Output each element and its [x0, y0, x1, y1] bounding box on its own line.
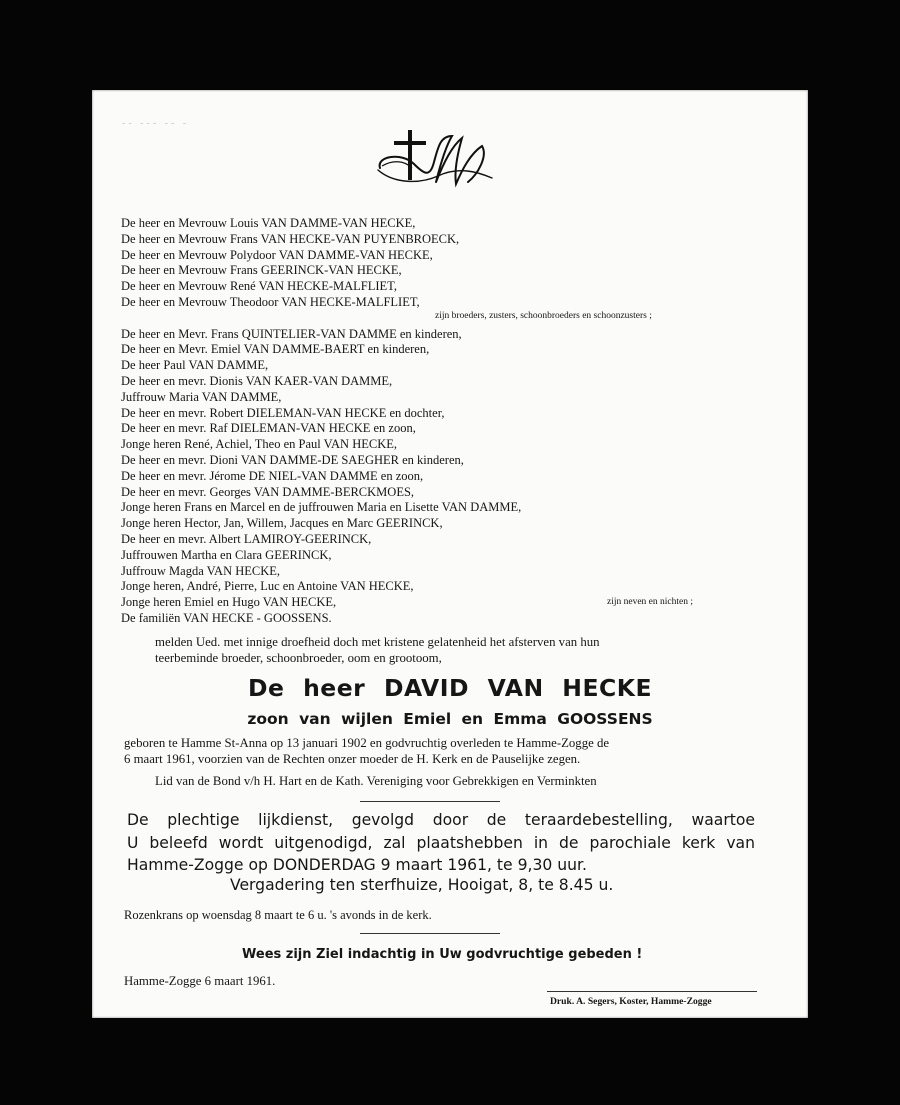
family-line: De heer en Mevrouw Theodoor VAN HECKE-MALFLIET, — [121, 294, 420, 309]
funeral-service — [127, 809, 755, 877]
rosary-line: Rozenkrans op woensdag 8 maart te 6 u. 's avonds in de kerk. — [124, 908, 432, 922]
cross-and-m-monogram-icon — [374, 126, 494, 192]
family-line: Jonge heren, André, Pierre, Luc en Antoine VAN HECKE, — [121, 579, 414, 594]
birth-death-line: 6 maart 1961, voorzien van de Rechten onzer moeder de H. Kerk en de Pauselijke zegen. — [124, 751, 581, 766]
family-line: De heer en mevr. Raf DIELEMAN-VAN HECKE en zoon, — [121, 421, 416, 436]
printer-credit: Druk. A. Segers, Koster, Hamme-Zogge — [550, 996, 712, 1007]
family-line: De heer en mevr. Albert LAMIROY-GEERINCK, — [121, 531, 372, 546]
family-line: De heer en mevr. Jérome DE NIEL-VAN DAMME en zoon, — [121, 468, 424, 483]
deceased-name: De heer DAVID VAN HECKE — [247, 674, 653, 702]
family-line: De heer en mevr. Georges VAN DAMME-BERCKMOES, — [121, 484, 415, 499]
family-line: Juffrouw Magda VAN HECKE, — [121, 563, 281, 578]
family-line: Jonge heren Hector, Jan, Willem, Jacques en Marc GEERINCK, — [121, 516, 443, 531]
family-list — [121, 216, 781, 627]
membership-line: Lid van de Bond v/h H. Hart en de Kath. Vereniging voor Gebrekkigen en Verminkten — [155, 774, 597, 788]
family-line: De heer en Mevrouw Frans GEERINCK-VAN HECKE, — [121, 263, 402, 278]
birth-death-details — [124, 736, 609, 767]
family-line: De heer en Mevrouw René VAN HECKE-MALFLIET, — [121, 279, 397, 294]
relation-note-siblings: zijn broeders, zusters, schoonbroeders en schoonzusters ; — [435, 311, 652, 321]
family-line: De heer en mevr. Dionis VAN KAER-VAN DAMME, — [121, 373, 393, 388]
announcement — [155, 634, 600, 666]
gathering-line: Vergadering ten sterfhuize, Hooigat, 8, te 8.45 u. — [230, 876, 614, 894]
relation-note-nephews: zijn neven en nichten ; — [607, 597, 693, 607]
family-line: Juffrouw Maria VAN DAMME, — [121, 389, 282, 404]
family-line: De heer en Mevrouw Frans VAN HECKE-VAN PUYENBROECK, — [121, 231, 460, 246]
family-line: De heer en Mevrouw Louis VAN DAMME-VAN HECKE, — [121, 216, 416, 230]
service-line: U beleefd wordt uitgenodigd, zal plaatshebben in de parochiale kerk van — [127, 833, 755, 852]
divider — [360, 933, 500, 934]
announcement-line: melden Ued. met innige droefheid doch met kristene gelatenheid het afsterven van hun — [155, 635, 600, 649]
family-line: De familiën VAN HECKE - GOOSSENS. — [121, 610, 332, 625]
announcement-line: teerbeminde broeder, schoonbroeder, oom en grootoom, — [155, 651, 442, 665]
place-date: Hamme-Zogge 6 maart 1961. — [124, 974, 276, 988]
scan-mark: -- --- -- - — [122, 118, 190, 129]
divider — [547, 991, 757, 992]
service-line: De plechtige lijkdienst, gevolgd door de teraardebestelling, waartoe — [127, 811, 755, 829]
service-line: Hamme-Zogge op DONDERDAG 9 maart 1961, te 9,30 uur. — [127, 856, 587, 875]
family-line: Jonge heren Frans en Marcel en de juffrouwen Maria en Lisette VAN DAMME, — [121, 500, 522, 515]
family-line: De heer en Mevrouw Polydoor VAN DAMME-VAN HECKE, — [121, 247, 433, 262]
family-line: De heer en Mevr. Frans QUINTELIER-VAN DAMME en kinderen, — [121, 326, 462, 341]
family-line: Jonge heren René, Achiel, Theo en Paul VAN HECKE, — [121, 437, 397, 452]
divider — [360, 801, 500, 802]
family-line: Juffrouwen Martha en Clara GEERINCK, — [121, 547, 332, 562]
mourning-card — [92, 90, 808, 1018]
family-line: De heer Paul VAN DAMME, — [121, 358, 269, 373]
family-line: De heer en mevr. Dioni VAN DAMME-DE SAEGHER en kinderen, — [121, 452, 464, 467]
family-line: De heer en mevr. Robert DIELEMAN-VAN HECKE en dochter, — [121, 405, 445, 420]
birth-death-line: geboren te Hamme St-Anna op 13 januari 1902 en godvruchtig overleden te Hamme-Zogge de — [124, 736, 610, 750]
deceased-parents: zoon van wijlen Emiel en Emma GOOSSENS — [247, 710, 653, 728]
family-line: De heer en Mevr. Emiel VAN DAMME-BAERT en kinderen, — [121, 342, 430, 357]
prayer-line: Wees zijn Ziel indachtig in Uw godvruchtige gebeden ! — [242, 947, 643, 962]
family-line: Jonge heren Emiel en Hugo VAN HECKE, — [121, 595, 337, 610]
